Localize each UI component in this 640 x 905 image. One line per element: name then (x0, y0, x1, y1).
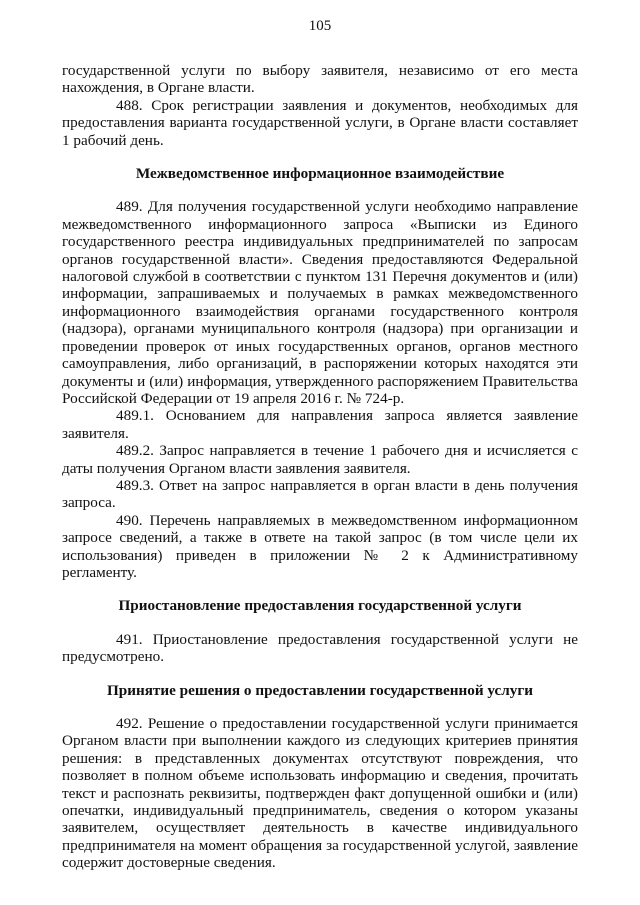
paragraph-489: 489. Для получения государственной услуги необходимо направление межведомственного информационного запроса «Выписки из Единого государственного реестра индивидуальных предпринимателей по запросам органов государственной власти». Сведения предоставляются Федеральной налоговой службой в соответствии с пунктом 131 Перечня документов и (или) информации, запрашиваемых и получаемых в рамках межведомственного информационного взаимодействия органами государственного контроля (надзора), органами муниципального контроля (надзора) при организации и проведении проверок от иных государственных органов, органов местного самоуправления, либо организаций, в распоряжении которых находятся эти документы и (или) информация, утвержденного распоряжением Правительства Российской Федерации от 19 апреля 2016 г. № 724-р. (62, 198, 578, 407)
paragraph-492: 492. Решение о предоставлении государственной услуги принимается Органом власти при выполнении каждого из следующих критериев принятия решения: в представленных документах отсутствуют повреждения, что позволяет в полном объеме использовать информацию и сведения, прочитать текст и распознать реквизиты, подтвержден факт допущенной ошибки и (или) опечатки, индивидуальный предприниматель, сведения о котором указаны заявителем, осуществляет деятельность в качестве индивидуального предпринимателя на момент обращения за государственной услугой, заявление содержит достоверные сведения. (62, 715, 578, 872)
paragraph-491: 491. Приостановление предоставления государственной услуги не предусмотрено. (62, 630, 578, 666)
page-number: 105 (308, 18, 332, 34)
heading-suspension: Приостановление предоставления государственной услуги (118, 597, 522, 615)
heading-decision: Принятие решения о предоставлении государственной услуги (106, 681, 534, 699)
document-body (62, 62, 578, 872)
paragraph-489-3: 489.3. Ответ на запрос направляется в орган власти в день получения запроса. (62, 476, 578, 512)
paragraph-488: 488. Срок регистрации заявления и документов, необходимых для предоставления варианта государственной услуги, в Органе власти составляет 1 рабочий день. (62, 96, 578, 149)
paragraph-489-1: 489.1. Основанием для направления запроса является заявление заявителя. (62, 407, 578, 442)
paragraph-489-2: 489.2. Запрос направляется в течение 1 рабочего дня и исчисляется с даты получения Органом власти заявления заявителя. (62, 442, 578, 477)
paragraph-490: 490. Перечень направляемых в межведомственном информационном запросе сведений, а также в ответе на такой запрос (в том числе цели их использования) приведен в приложении № 2 к Административному регламенту. (62, 511, 578, 581)
heading-interagency: Межведомственное информационное взаимодействие (135, 165, 505, 183)
paragraph-continuation: государственной услуги по выбору заявителя, независимо от его места нахождения, в Органе власти. (62, 62, 578, 97)
